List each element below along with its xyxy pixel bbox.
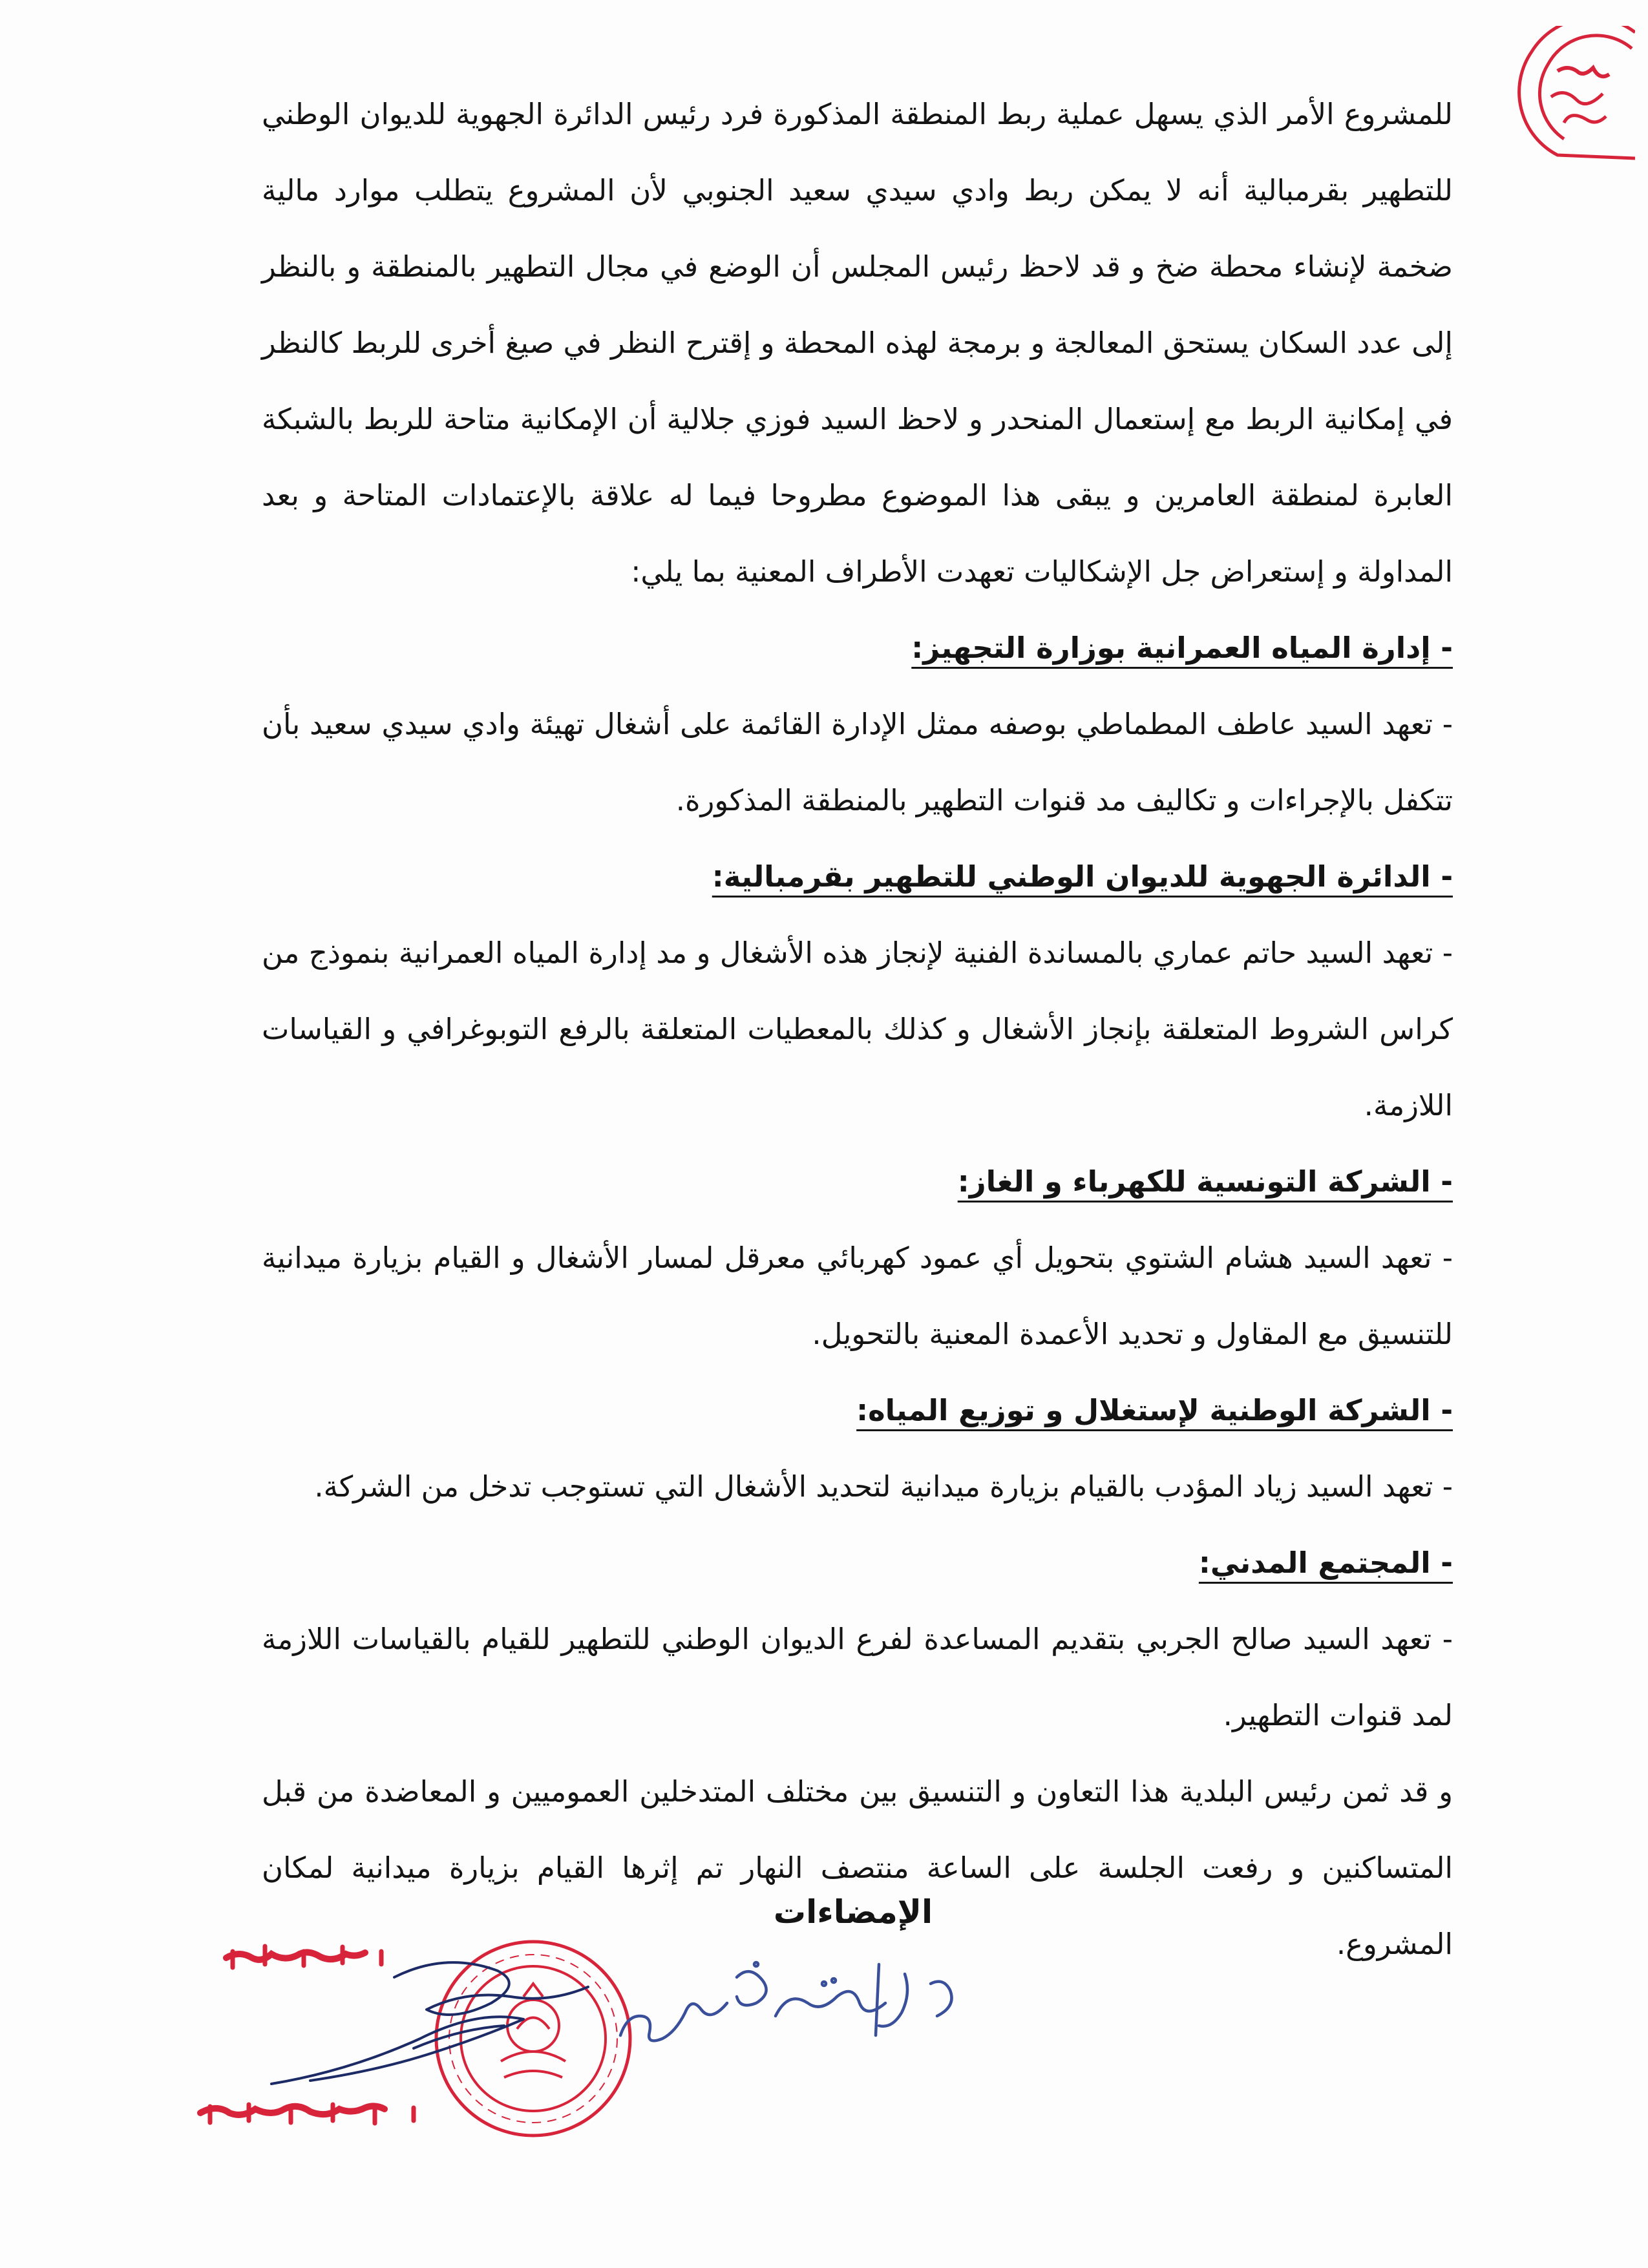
intro-paragraph: للمشروع الأمر الذي يسهل عملية ربط المنطقة المذكورة فرد رئيس الدائرة الجهوية للديوان الوطني للتطهير بقرمبالية أنه لا يمكن ربط وادي سيدي سعيد الجنوبي لأن المشروع يتطلب موارد مالية ضخمة لإنشاء محطة ضخ و قد لاحظ رئيس المجلس أن الوضع في مجال التطهير بالمنطقة و بالنظر إلى عدد السكان يستحق المعالجة و برمجة لهذه المحطة و إقترح النظر في صيغ أخرى للربط كالنظر في إمكانية الربط مع إستعمال المنحدر و لاحظ السيد فوزي جلالية أن الإمكانية متاحة للربط بالشبكة العابرة لمنطقة العامرين و يبقى هذا الموضوع مطروحا فيما له علاقة بالإعتمادات المتاحة و بعد المداولة و إستعراض جل الإشكاليات تعهدت الأطراف المعنية بما يلي: <box>262 97 1453 589</box>
commitment-civil-society: - تعهد السيد صالح الجربي بتقديم المساعدة لفرع الديوان الوطني للتطهير للقيام بالقياسات اللازمة لمد قنوات التطهير. <box>262 1622 1453 1732</box>
handwritten-name-signature-icon <box>607 1938 969 2061</box>
heading-onas: - الدائرة الجهوية للديوان الوطني للتطهير بقرمبالية: <box>712 859 1453 894</box>
top-stamp-icon <box>1486 26 1635 162</box>
commitment-sonede: - تعهد السيد زياد المؤدب بالقيام بزيارة ميدانية لتحديد الأشغال التي تستوجب تدخل من الشركة. <box>314 1469 1453 1504</box>
commitment-onas: - تعهد السيد حاتم عماري بالمساندة الفنية لإنجاز هذه الأشغال و مد إدارة المياه العمرانية بنموذج من كراس الشروط المتعلقة بإنجاز الأشغال و كذلك بالمعطيات المتعلقة بالرفع التوبوغرافي و القياسات اللازمة. <box>262 936 1453 1122</box>
commitment-steg: - تعهد السيد هشام الشتوي بتحويل أي عمود كهربائي معرقل لمسار الأشغال و القيام بزيارة ميدانية للتنسيق مع المقاول و تحديد الأعمدة المعنية بالتحويل. <box>262 1241 1453 1351</box>
heading-urban-water: - إدارة المياه العمرانية بوزارة التجهيز: <box>911 631 1453 665</box>
heading-sonede: - الشركة الوطنية لإستغلال و توزيع المياه: <box>856 1393 1453 1427</box>
commitment-urban-water: - تعهد السيد عاطف المطماطي بوصفه ممثل الإدارة القائمة على أشغال تهيئة وادي سيدي سعيد بأن تتكفل بالإجراءات و تكاليف مد قنوات التطهير بالمنطقة المذكورة. <box>262 707 1453 817</box>
letter-body <box>262 76 1453 1982</box>
signatures-title: الإمضاءات <box>773 1893 933 1931</box>
heading-steg: - الشركة التونسية للكهرباء و الغاز: <box>957 1164 1453 1199</box>
heading-civil-society: - المجتمع المدني: <box>1198 1546 1453 1580</box>
closing-paragraph: و قد ثمن رئيس البلدية هذا التعاون و التنسيق بين مختلف المتدخلين العموميين و المعاضدة من قبل المتساكنين و رفعت الجلسة على الساعة منتصف النهار تم إثرها القيام بزيارة ميدانية لمكان المشروع. <box>262 1774 1453 1961</box>
mayor-signature-icon <box>246 1938 646 2106</box>
